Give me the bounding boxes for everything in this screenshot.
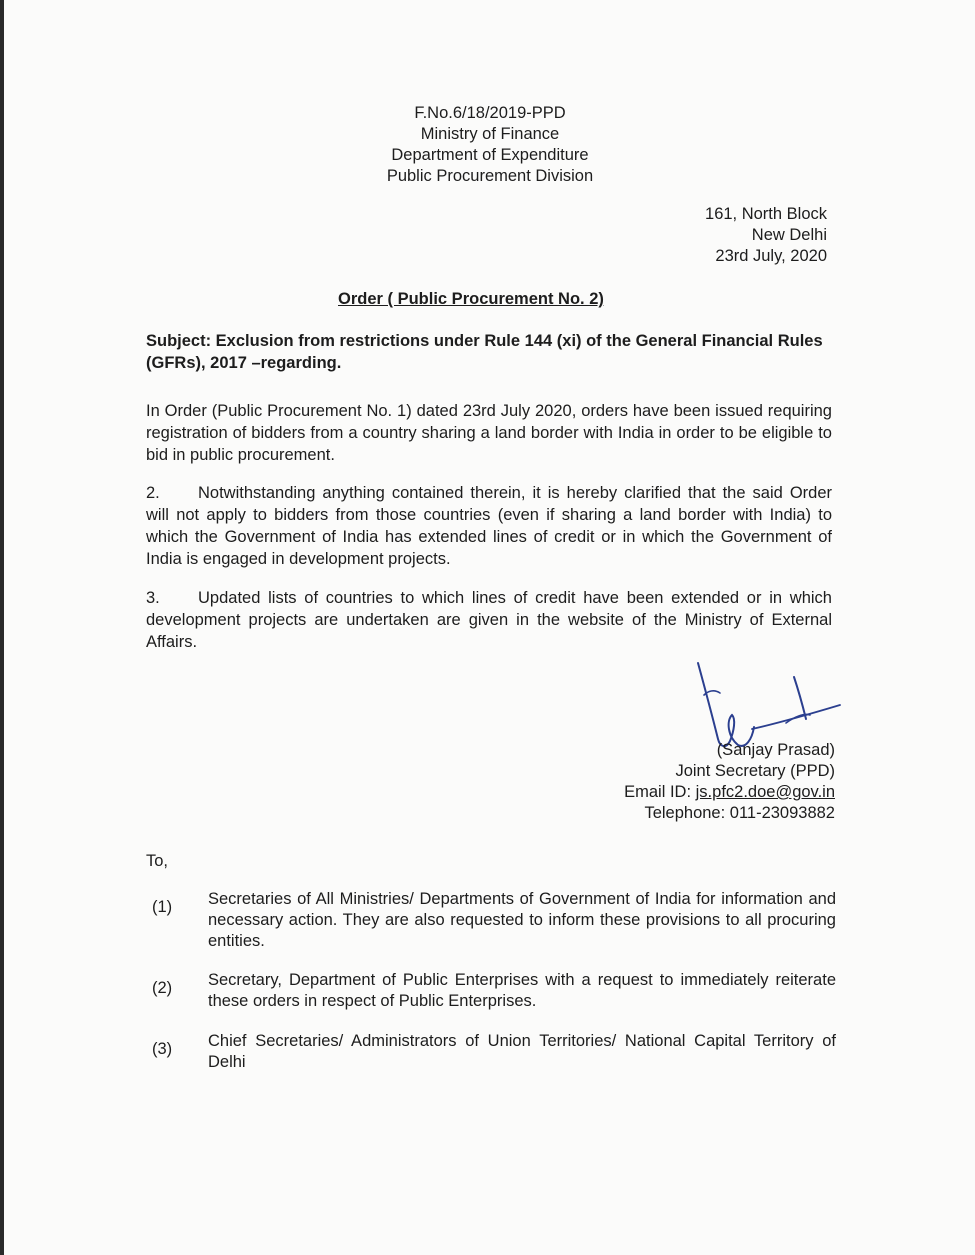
recipient-item — [146, 889, 836, 952]
letterhead — [330, 103, 650, 187]
recipient-text: Secretary, Department of Public Enterprises with a request to immediately reiterate these orders in respect of Public Enterprises. — [208, 971, 836, 1010]
document-date: 23rd July, 2020 — [715, 247, 827, 265]
signatory-designation: Joint Secretary (PPD) — [675, 762, 835, 780]
email-link[interactable]: js.pfc2.doe@gov.in — [695, 783, 835, 801]
paragraph-3-number: 3. — [146, 589, 160, 607]
recipient-text: Secretaries of All Ministries/ Departments of Government of India for information and necessary action. They are also requested to inform these provisions to all procuring entities. — [208, 890, 836, 950]
signature-block — [624, 740, 835, 824]
address-line-1: 161, North Block — [705, 205, 827, 223]
subject-line: Subject: Exclusion from restrictions under Rule 144 (xi) of the General Financial Rules (GFRs), 2017 –regarding. — [146, 332, 823, 372]
recipient-text: Chief Secretaries/ Administrators of Union Territories/ National Capital Territory of Delhi — [208, 1032, 836, 1071]
signatory-telephone: Telephone: 011-23093882 — [644, 804, 835, 822]
recipient-number: (1) — [152, 898, 173, 916]
paragraph-3 — [146, 587, 832, 653]
signatory-name: (Sanjay Prasad) — [716, 741, 835, 759]
to-label: To, — [146, 852, 169, 870]
file-number: F.No.6/18/2019-PPD — [414, 104, 566, 122]
paragraph-3-text: Updated lists of countries to which lines of credit have been extended or in which development projects are undertaken are given in the website of the Ministry of External Affairs. — [146, 589, 832, 651]
division-name: Public Procurement Division — [386, 167, 594, 185]
paragraph-1 — [146, 400, 832, 466]
recipient-number: (3) — [152, 1040, 173, 1058]
address-block — [705, 204, 827, 267]
recipient-item — [146, 970, 836, 1012]
signatory-email-row — [624, 782, 835, 803]
email-label: Email ID: — [624, 783, 692, 801]
paragraph-2 — [146, 482, 832, 570]
ministry-name: Ministry of Finance — [420, 125, 560, 143]
paragraph-2-text: Notwithstanding anything contained therein, it is hereby clarified that the said Order will not apply to bidders from those countries (even if sharing a land border with India) to which the Government of India has extended lines of credit or in which the Government of India is engaged in development projects. — [146, 484, 832, 568]
paragraph-1-text: In Order (Public Procurement No. 1) dated 23rd July 2020, orders have been issued requiring registration of bidders from a country sharing a land border with India in order to be eligible to bid in public procurement. — [146, 402, 832, 464]
order-title: Order ( Public Procurement No. 2) — [338, 290, 604, 308]
recipient-item — [146, 1031, 836, 1073]
recipient-number: (2) — [152, 979, 173, 997]
department-name: Department of Expenditure — [391, 146, 589, 164]
address-line-2: New Delhi — [751, 226, 827, 244]
scan-edge — [0, 0, 4, 1255]
paragraph-2-number: 2. — [146, 484, 160, 502]
